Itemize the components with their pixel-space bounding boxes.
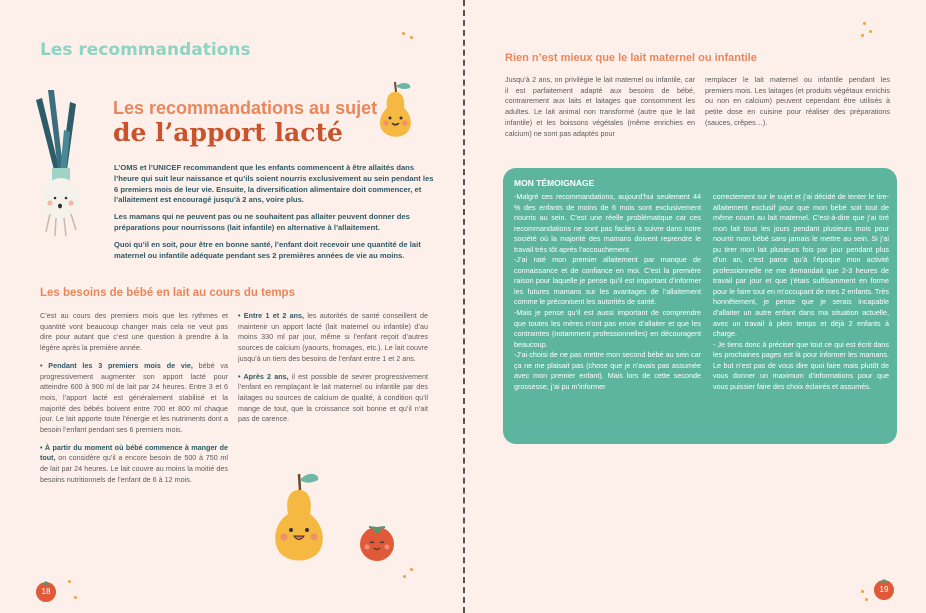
needs-item-text: bébé va progressivement augmenter son apport lacté pour atteindre 600 à 900 ml de lait par 24 heures. Entre 3 et 6 mois, l’apport lacté est généralement stabilisé et la majorité des bébés boivent entre 700 et 800 ml chaque jour. Le lait apporte toute l’énergie et les nutriments dont a besoin l’enfant pendant ses 6 premiers mois. — [40, 360, 229, 435]
intro-paragraph: Les mamans qui ne peuvent pas ou ne souhaitent pas allaiter peuvent donner des préparations pour nourrissons (lait infantile) en alternative à l’allaitement. — [114, 212, 410, 232]
needs-column-1 — [40, 311, 228, 493]
milk-column-2 — [705, 75, 890, 136]
pear-icon — [374, 78, 416, 140]
main-title-line1: Les recommandations au sujet — [113, 98, 378, 118]
testimony-paragraph: -Malgré ces recommandations, aujourd’hui seulement 44 % des enfants de moins de 6 mois sont exclusivement nourris au sein. C’est une réelle problématique car ces recommandations ne sont pas faciles à suivre dans notre société où la majorité des mamans doivent reprendre le travail très tôt après l’accouchement. — [514, 192, 701, 254]
tomato-icon — [356, 522, 398, 562]
decor-dot — [410, 568, 413, 571]
pear-icon-large — [268, 468, 330, 566]
leek-icon — [26, 90, 88, 240]
section-title: Les recommandations — [40, 40, 251, 60]
milk-text: Jusqu’à 2 ans, on privilégie le lait maternel ou infantile, car il est parfaitement adapté aux besoins de bébé, contrairement aux laits et laitages que consomment les adultes. Le lait animal non transformé (autre que le lait infantile) et les boissons végétales (même enrichies en calcium) ne sont pas adaptés pour — [505, 75, 695, 138]
subtitle-milk: Rien n’est mieux que le lait maternel ou infantile — [505, 52, 757, 64]
testimony-box — [503, 168, 897, 444]
needs-item-text: on considère qu’il a encore besoin de 500 à 750 ml de lait par 24 heures. Le lait couvre au moins la moitié des besoins nutritionnels de l’enfant de 6 à 12 mois. — [40, 453, 228, 484]
testimony-column-2 — [713, 192, 889, 392]
needs-column-2 — [238, 311, 428, 432]
milk-column-1 — [505, 75, 695, 146]
testimony-column-1 — [514, 192, 701, 392]
intro-paragraph: Quoi qu’il en soit, pour être en bonne santé, l’enfant doit recevoir une quantité de lait maternel ou infantile adéquate pendant ses 2 premières années de vie au moins. — [114, 239, 421, 260]
page-number: 19 — [879, 585, 889, 594]
decor-dot — [68, 580, 71, 583]
needs-item — [238, 372, 428, 426]
testimony-paragraph: correctement sur le sujet et j’ai décidé de tenter le tire-allaitement exclusif pour que mon bébé soit tout de même nourri au lait maternel. C’est-à-dire que j’ai tiré mon lait tous les jours pendant plusieurs mois pour nourrir mon bébé sans jamais le mettre au sein. Si j’ai pu tirer mon lait plusieurs fois par jour pendant plus d’un an, c’est parce qu’à l’époque mon activité professionnelle ne me demandait que 2-3 heures de travail par jour et que j’étais suffisamment en forme pour le faire tout en m’occupant de mes 2 enfants. Très honnêtement, je pense que je serais incapable d’allaiter un autre enfant dans ma situation actuelle, avec un travail à plein temps et déjà 2 enfants à charge. — [713, 192, 889, 339]
needs-item-heading: • Pendant les 3 premiers mois de vie, — [40, 360, 193, 370]
decor-dot — [865, 598, 868, 601]
needs-intro: C’est au cours des premiers mois que les rythmes et quantité vont beaucoup changer mais cela ne veut pas dire pour autant que c’est une question à prendre à la légère après la première année. — [40, 311, 228, 353]
needs-item-heading: • Après 2 ans, — [238, 371, 289, 381]
needs-item — [40, 361, 228, 436]
needs-item-text: les autorités de santé conseillent de maintenir un apport lacté (lait maternel ou infantile) d’au moins 330 ml par jour, même si l’enfant reçoit d’autres sources de calcium (yaourts, fromages, etc.). Le lait couvre jusqu’à un tiers des besoins de l’enfant entre 1 et 2 ans. — [238, 311, 428, 363]
decor-dot — [402, 32, 405, 35]
needs-item — [40, 443, 228, 486]
needs-item-text: il est possible de sevrer progressivement l’enfant en remplaçant le lait maternel ou infantile par des laitages ou sources de calcium de qualité, à condition qu’il mange de tout, que la croissance soit bonne et qu’il n’ait pas de carence. — [238, 371, 428, 424]
page-number: 18 — [41, 587, 51, 596]
intro-text — [114, 163, 436, 267]
decor-dot — [861, 34, 864, 37]
intro-paragraph: L’OMS et l’UNICEF recommandent que les enfants commencent à être allaités dans l’heure qui suit leur naissance et qu’ils soient nourris exclusivement au sein pendant les 6 premiers mois de leur vie. Ensuite, la diversification alimentaire doit commencer, et l’allaitement est encouragé jusqu’à 2 ans, voire plus. — [114, 163, 434, 205]
testimony-paragraph: - Je tiens donc à préciser que tout ce qui est écrit dans les prochaines pages est là pour informer les mamans. Le but n’est pas de vous dire quoi faire mais plutôt de vous donner un maximum d’informations pour que vous puissier faire des choix éclairés et assumés. — [713, 339, 889, 391]
testimony-title: MON TÉMOIGNAGE — [514, 178, 595, 188]
testimony-paragraph: -Mais je pense qu’il est aussi important de comprendre que toutes les mères n’ont pas envie d’allaiter et que les contraintes (notamment professionnelles) en découragent beaucoup. — [514, 308, 701, 349]
decor-dot — [403, 575, 406, 578]
subtitle-needs: Les besoins de bébé en lait au cours du temps — [40, 287, 295, 299]
right-page — [465, 0, 926, 613]
decor-dot — [410, 36, 413, 39]
testimony-paragraph: -J’ai choisi de ne pas mettre mon second bébé au sein car ça ne me plaisait pas (chose que je n’avais pas assumée avec mon premier enfant). Mais lors de cette seconde grossesse, j’ai pu m’informer — [514, 350, 701, 391]
milk-text: remplacer le lait maternel ou infantile pendant les premiers mois. Les laitages (et produits végétaux enrichis ou non en calcium) peuvent cependant être utilisés à petite dose en cuisine pour réaliser des préparations (sauces, crêpes…). — [705, 75, 890, 127]
decor-dot — [863, 22, 866, 25]
decor-dot — [861, 590, 864, 593]
decor-dot — [74, 596, 77, 599]
needs-item-heading: • Entre 1 et 2 ans, — [238, 311, 305, 320]
needs-item — [238, 311, 428, 365]
needs-item-heading: • À partir du moment où bébé commence à manger de tout, — [40, 442, 228, 463]
testimony-paragraph: -J’ai raté mon premier allaitement par manque de connaissance et de confiance en moi. C’est la première raison pour laquelle je pense qu’il est important d’informer les futures mamans sur les avantages de l’allaitement comme le préconisent les autorités de santé. — [514, 255, 701, 307]
main-title-line2: de l’apport lacté — [113, 118, 343, 147]
decor-dot — [869, 30, 872, 33]
